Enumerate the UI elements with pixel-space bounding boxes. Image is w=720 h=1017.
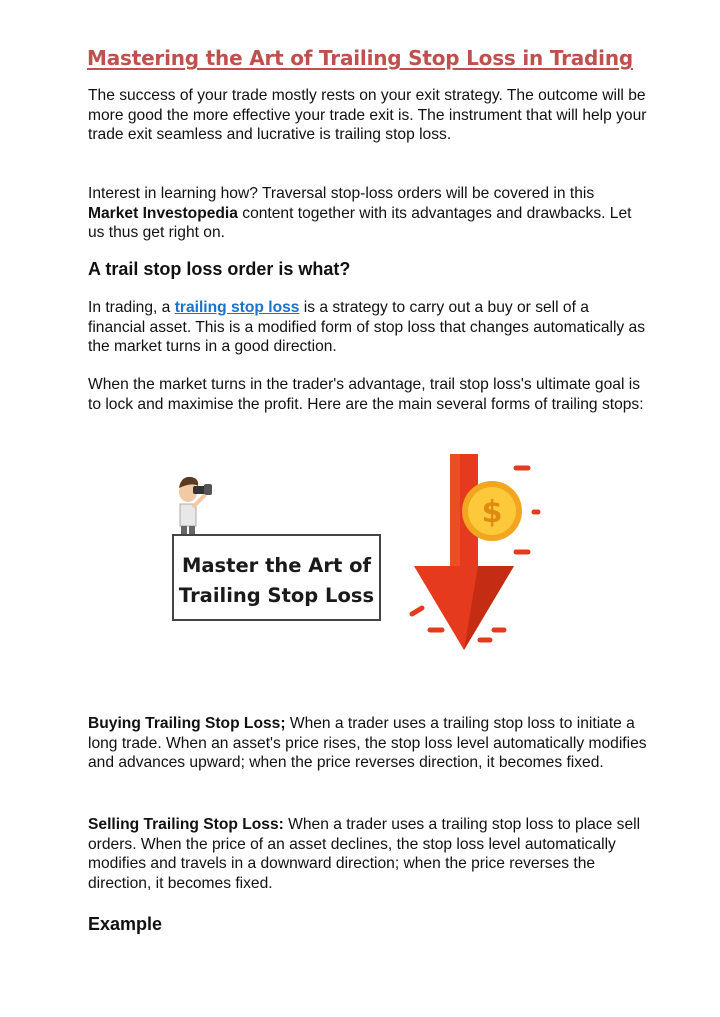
market-investopedia-bold: Market Investopedia <box>88 204 238 222</box>
definition-paragraph <box>88 298 648 357</box>
trailing-stop-loss-illustration <box>160 448 560 658</box>
figure-title-box <box>173 535 380 620</box>
selling-label: Selling Trailing Stop Loss: <box>88 816 284 833</box>
selling-paragraph <box>88 815 648 893</box>
goal-paragraph: When the market turns in the trader's advantage, trail stop loss's ultimate goal is to lock and maximise the profit. Here are the main several forms of trailing stops: <box>88 376 644 413</box>
trailing-stop-loss-link[interactable]: trailing stop loss <box>174 299 300 316</box>
buying-paragraph <box>88 714 648 773</box>
page-title: Mastering the Art of Trailing Stop Loss in Trading <box>87 46 633 70</box>
svg-text:$: $ <box>481 495 503 530</box>
intro-paragraph-2 <box>88 184 648 243</box>
buying-text: When a trader uses a trailing stop loss to initiate a long trade. When an asset's price rises, the stop loss level automatically modifies and advances upward; when the price reverses direction, it becomes fixed. <box>88 715 647 771</box>
person-binoculars-icon <box>179 477 212 536</box>
figure-title-line-2: Trailing Stop Loss <box>178 584 375 607</box>
heading-example: Example <box>88 914 163 934</box>
buying-label: Buying Trailing Stop Loss; <box>88 715 286 732</box>
figure-title-line-1: Master the Art of <box>181 554 372 577</box>
selling-text: When a trader uses a trailing stop loss to place sell orders. When the price of an asset declines, the stop loss level automatically modifies and travels in a downward direction; when the price reverses the direction, it becomes fixed. <box>88 816 641 892</box>
intro-p2-after: content together with its advantages and drawbacks. Let us thus get right on. <box>88 204 632 241</box>
def-after: is a strategy to carry out a buy or sell of a financial asset. This is a modified form of stop loss that changes automatically as the market turns in a good direction. <box>88 299 646 355</box>
intro-p2-before: Interest in learning how? Traversal stop-loss orders will be covered in this <box>88 185 595 202</box>
def-before: In trading, a <box>88 299 175 316</box>
heading-trail-stop-loss: A trail stop loss order is what? <box>88 259 351 279</box>
intro-paragraph-1: The success of your trade mostly rests on your exit strategy. The outcome will be more good the more effective your trade exit is. The instrument that will help your trade exit seamless and lucrative is trailing stop loss. <box>88 87 647 143</box>
dollar-coin-icon <box>462 481 522 541</box>
